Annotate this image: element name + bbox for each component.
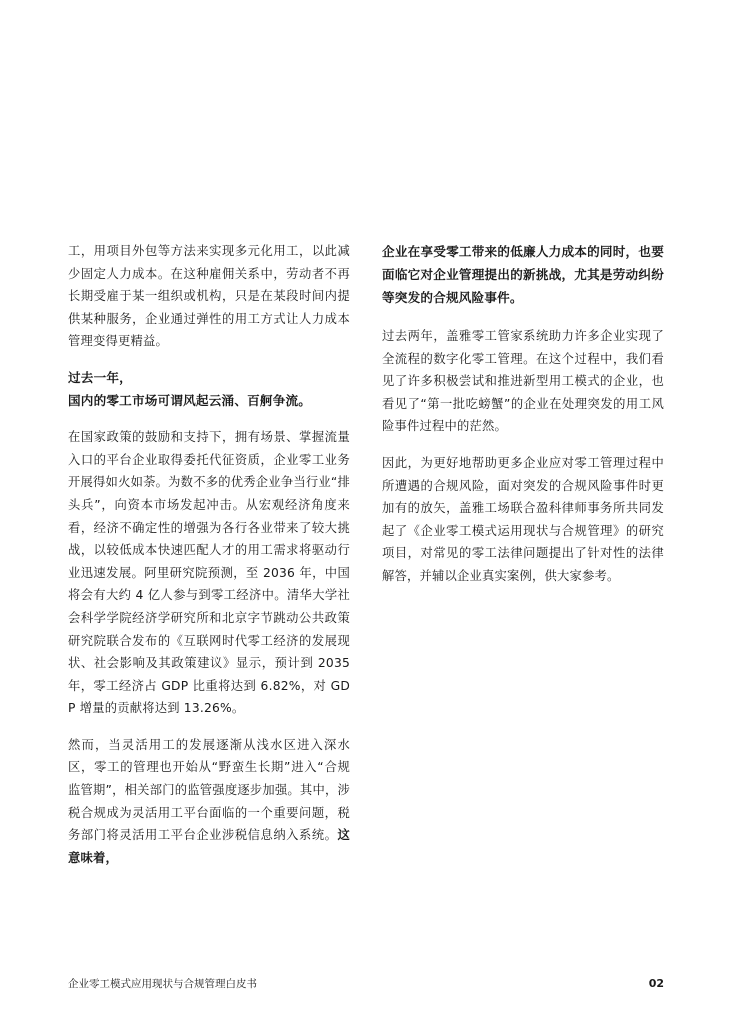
right-paragraph-1: 过去两年，盖雅零工管家系统助力许多企业实现了全流程的数字化零工管理。在这个过程中，我们看见了许多积极尝试和推进新型用工模式的企业，也看见了“第一批吃螃蟹”的企业在处理突发的用工风险事件过程中的茫然。	[382, 329, 664, 434]
section-heading	[68, 367, 350, 412]
section-heading-line-1: 过去一年，	[68, 369, 132, 385]
right-lead-paragraph: 企业在享受零工带来的低廉人力成本的同时，也要面临它对企业管理提出的新挑战，尤其是劳动纠纷等突发的合规风险事件。	[382, 244, 664, 305]
left-paragraph-3-text: 然而，当灵活用工的发展逐渐从浅水区进入深水区，零工的管理也开始从“野蛮生长期”进入“合规监管期”，相关部门的监管强度逐步加强。其中，涉税合规成为灵活用工平台面临的一个重要问题，税务部门将灵活用工平台企业涉税信息纳入系统。	[68, 737, 350, 843]
footer-document-title: 企业零工模式应用现状与合规管理白皮书	[68, 978, 257, 990]
right-paragraph-2: 因此，为更好地帮助更多企业应对零工管理过程中所遭遇的合规风险，面对突发的合规风险事件时更加有的放矢，盖雅工场联合盈科律师事务所共同发起了《企业零工模式运用现状与合规管理》的研究项目，对常见的零工法律问题提出了针对性的法律解答，并辅以企业真实案例，供大家参考。	[382, 455, 664, 583]
page-number: 02	[648, 977, 664, 990]
page-footer	[68, 976, 664, 992]
left-paragraph-3-emphasis: 这意味着，	[68, 828, 350, 865]
left-paragraph-1: 工，用项目外包等方法来实现多元化用工，以此减少固定人力成本。在这种雇佣关系中，劳动者不再长期受雇于某一组织或机构，只是在某段时间内提供某种服务，企业通过弹性的用工方式让人力成本管理变得更精益。	[68, 244, 350, 349]
left-paragraph-3	[68, 734, 350, 870]
right-column	[382, 240, 664, 602]
left-column	[68, 240, 350, 883]
left-paragraph-2: 在国家政策的鼓励和支持下，拥有场景、掌握流量入口的平台企业取得委托代征资质，企业零工业务开展得如火如荼。为数不多的优秀企业争当行业“排头兵”，向资本市场发起冲击。从宏观经济角度来看，经济不确定性的增强为各行各业带来了较大挑战，以较低成本快速匹配人才的用工需求将驱动行业迅速发展。阿里研究院预测，至 2036 年，中国将会有大约 4 亿人参与到零工经济中。清华大学社会科学学院经济学研究所和北京字节跳动公共政策研究院联合发布的《互联网时代零工经济的发展现状、社会影响及其政策建议》显示，预计到 2035 年，零工经济占 GDP 比重将达到 6.82%，对 GDP 增量的贡献将达到 13.26%。	[68, 430, 350, 716]
section-heading-line-2: 国内的零工市场可谓风起云涌、百舸争流。	[68, 392, 312, 408]
